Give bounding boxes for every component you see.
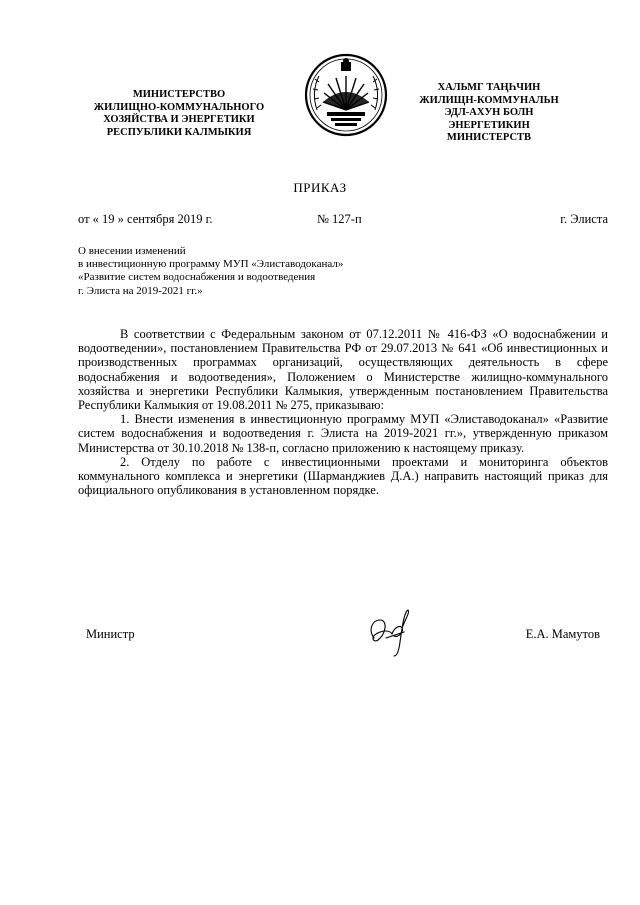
ministry-name-line: ХАЛЬМГ ТАҢҺЧИН bbox=[437, 82, 541, 93]
ministry-name-kalmyk bbox=[406, 82, 572, 145]
order-subject bbox=[78, 245, 343, 298]
handwritten-signature-icon bbox=[364, 608, 416, 658]
ministry-name-line: РЕСПУБЛИКИ КАЛМЫКИЯ bbox=[106, 126, 252, 138]
ministry-name-russian bbox=[84, 89, 274, 139]
document-title: ПРИКАЗ bbox=[293, 180, 347, 195]
ministry-name-line: МИНИСТЕРСТВ bbox=[446, 132, 532, 143]
preamble-paragraph: В соответствии с Федеральным законом от 07.12.2011 № 416-ФЗ «О водоснабжении и водоотведении», постановлением Правительства РФ от 29.07.2013 № 641 «Об инвестиционных и производственных программах организаций, осуществляющих деятельность в сфере водоснабжения и водоотведения», Положением о Министерстве жилищно-коммунального хозяйства и энергетики Республики Калмыкия, утвержденным постановлением Правительства Республики Калмыкия от 19.08.2011 № 275, приказываю: bbox=[78, 327, 608, 413]
ministry-name-line: ЭНЕРГЕТИКИН bbox=[448, 119, 530, 131]
subject-line: в инвестиционную программу МУП «Элиставодоканал» bbox=[78, 258, 344, 271]
subject-line: г. Элиста на 2019-2021 гг.» bbox=[78, 284, 203, 297]
order-date: от « 19 » сентября 2019 г. bbox=[78, 212, 213, 226]
ministry-name-line: ЖИЛИЩНО-КОММУНАЛЬНОГО bbox=[93, 101, 265, 113]
order-city: г. Элиста bbox=[560, 212, 608, 226]
ministry-name-line: ХОЗЯЙСТВА И ЭНЕРГЕТИКИ bbox=[103, 114, 255, 125]
order-number: № 127-п bbox=[317, 212, 362, 226]
order-body bbox=[78, 327, 608, 497]
ministry-name-line: ЖИЛИЩН-КОММУНАЛЬН bbox=[419, 94, 559, 106]
order-item-1: 1. Внести изменения в инвестиционную программу МУП «Элиставодоканал» «Развитие систем водоснабжения и водоотведения г. Элиста на 2019-2021 гг.», утвержденную приказом Министерства от 30.10.2018 № 138-п, согласно приложению к настоящему приказу. bbox=[78, 412, 608, 455]
signatory-name: Е.А. Мамутов bbox=[525, 627, 600, 641]
ministry-name-line: ЭДЛ-АХУН БОЛН bbox=[444, 107, 534, 118]
subject-line: «Развитие систем водоснабжения и водоотведения bbox=[78, 271, 316, 284]
kalmykia-coat-of-arms-icon bbox=[303, 52, 389, 138]
subject-line: О внесении изменений bbox=[78, 245, 186, 257]
order-item-2: 2. Отделу по работе с инвестиционными проектами и мониторинга объектов коммунального комплекса и энергетики (Шарманджиев Д.А.) направить настоящий приказ для официального опубликования в установленном порядке. bbox=[78, 454, 608, 498]
signatory-position: Министр bbox=[86, 627, 135, 641]
ministry-name-line: МИНИСТЕРСТВО bbox=[132, 89, 226, 100]
